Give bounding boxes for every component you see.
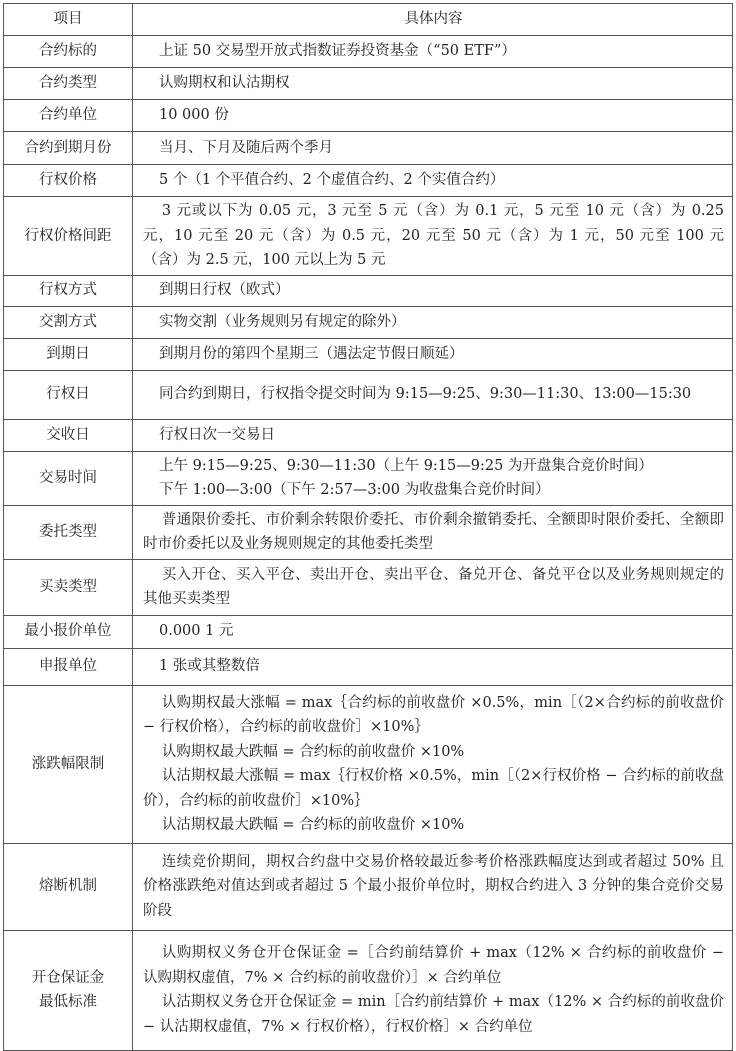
row-label-line: 涨跌幅限制 (31, 755, 105, 772)
row-label (4, 68, 133, 100)
row-content (133, 648, 733, 685)
header-item: 项目 (4, 4, 133, 36)
row-content (133, 419, 733, 451)
row-label-line: 合约类型 (39, 75, 97, 92)
row-content (133, 68, 733, 100)
row-content (133, 165, 733, 197)
table-row (4, 100, 733, 132)
row-label-line: 交收日 (46, 426, 90, 443)
content-line: 普通限价委托、市价剩余转限价委托、市价剩余撤销委托、全额即时限价委托、全额即时市价委托以及业务规则规定的其他委托类型 (143, 511, 724, 552)
content-line: 认购期权最大跌幅 = 合约标的前收盘价 ×10% (161, 743, 465, 760)
content-line: 实物交割（业务规则另有规定的除外） (159, 313, 406, 330)
content-line: 认购期权最大涨幅 = max｛合约标的前收盘价 ×0.5%，min［（2×合约标的前收盘价 − 行权价格），合约标的前收盘价］×10%｝ (143, 694, 724, 735)
row-content (133, 100, 733, 132)
table-row (4, 843, 733, 930)
row-label (4, 100, 133, 132)
row-content (133, 36, 733, 68)
row-content (133, 685, 733, 843)
row-label (4, 615, 133, 648)
table-row (4, 370, 733, 419)
row-label (4, 338, 133, 370)
table-row (4, 559, 733, 615)
content-line: 3 元或以下为 0.05 元，3 元至 5 元（含）为 0.1 元，5 元至 10 元（含）为 0.25 元，10 元至 20 元（含）为 0.5 元，20 元至 50 元（含）为 1 元，50 元至 100 元（含）为 2.5 元，100 元以上为 5 元 (143, 203, 724, 268)
row-label (4, 132, 133, 165)
row-content (133, 505, 733, 559)
table-row (4, 36, 733, 68)
row-label-line: 最小报价单位 (24, 623, 112, 640)
row-content (133, 197, 733, 276)
row-content (133, 306, 733, 338)
row-label (4, 451, 133, 505)
row-label-line: 行权日 (46, 386, 90, 403)
row-label (4, 197, 133, 276)
table-row (4, 165, 733, 197)
content-line: 认购期权和认沽期权 (159, 75, 290, 92)
content-line: 认沽期权最大跌幅 = 合约标的前收盘价 ×10% (161, 817, 465, 833)
row-label (4, 685, 133, 843)
table-header-row (4, 4, 733, 36)
content-line: 认沽期权最大涨幅 = max｛行权价格 ×0.5%，min［（2×行权价格 − 合约标的前收盘价），合约标的前收盘价］×10%｝ (143, 768, 724, 809)
table-row (4, 615, 733, 648)
content-line: 1 张或其整数倍 (159, 658, 260, 675)
content-line: 下午 1:00—3:00（下午 2:57—3:00 为收盘集合竞价时间） (159, 482, 550, 498)
content-line: 5 个（1 个平值合约、2 个虚值合约、2 个实值合约） (159, 172, 505, 189)
table-row (4, 648, 733, 685)
row-label-line: 最低标准 (39, 994, 97, 1010)
row-label-line: 熔断机制 (39, 878, 97, 895)
table-row (4, 132, 733, 165)
content-line: 10 000 份 (159, 107, 229, 124)
header-content: 具体内容 (133, 4, 733, 36)
content-line: 到期月份的第四个星期三（遇法定节假日顺延） (159, 345, 464, 362)
row-label-line: 行权价格 (39, 172, 97, 189)
table-row (4, 505, 733, 559)
row-label-line: 交割方式 (39, 313, 97, 330)
row-label (4, 306, 133, 338)
row-label (4, 505, 133, 559)
row-label (4, 930, 133, 1050)
row-label-line: 合约到期月份 (24, 139, 112, 156)
table-row (4, 306, 733, 338)
row-label (4, 559, 133, 615)
row-label-line: 行权价格间距 (24, 227, 112, 244)
table-row (4, 451, 733, 505)
row-content (133, 275, 733, 306)
row-content (133, 615, 733, 648)
row-content (133, 559, 733, 615)
content-line: 同合约到期日，行权指令提交时间为 9:15—9:25、9:30—11:30、13:00—15:30 (159, 386, 692, 403)
table-row (4, 685, 733, 843)
row-label-line: 委托类型 (39, 523, 97, 540)
row-label (4, 419, 133, 451)
row-label (4, 648, 133, 685)
content-line: 当月、下月及随后两个季月 (159, 139, 333, 156)
row-label-line: 合约单位 (39, 107, 97, 124)
row-label-line: 合约标的 (39, 43, 97, 60)
content-line: 0.000 1 元 (159, 623, 234, 640)
table-row (4, 930, 733, 1050)
row-label (4, 36, 133, 68)
row-label-line: 开仓保证金 (31, 969, 105, 986)
row-label-line: 交易时间 (39, 469, 97, 486)
table-row (4, 197, 733, 276)
table-row (4, 68, 733, 100)
row-content (133, 338, 733, 370)
content-line: 到期日行权（欧式） (159, 282, 290, 299)
row-label (4, 370, 133, 419)
row-label-line: 行权方式 (39, 282, 97, 299)
content-line: 认沽期权义务仓开仓保证金 = min［合约前结算价 + max（12% × 合约标的前收盘价 − 认沽期权虚值，7% × 行权价格），行权价格］× 合约单位 (143, 994, 724, 1035)
row-content (133, 370, 733, 419)
content-line: 上证 50 交易型开放式指数证券投资基金（“50 ETF”） (159, 43, 516, 60)
row-content (133, 132, 733, 165)
table-row (4, 275, 733, 306)
content-line: 上午 9:15—9:25、9:30—11:30（上午 9:15—9:25 为开盘集合竞价时间） (159, 457, 653, 474)
content-line: 连续竞价期间，期权合约盘中交易价格较最近参考价格涨跌幅度达到或者超过 50% 且价格涨跌绝对值达到或者超过 5 个最小报价单位时，期权合约进入 3 分钟的集合竞价交易阶段 (143, 853, 724, 919)
row-content (133, 843, 733, 930)
row-label (4, 843, 133, 930)
row-label-line: 到期日 (46, 345, 90, 362)
row-label-line: 申报单位 (39, 658, 97, 675)
content-line: 行权日次一交易日 (159, 426, 275, 443)
row-label (4, 165, 133, 197)
content-line: 认购期权义务仓开仓保证金 =［合约前结算价 + max（12% × 合约标的前收盘价 − 认购期权虚值，7% × 合约标的前收盘价）］× 合约单位 (143, 945, 724, 986)
row-label-line: 买卖类型 (39, 578, 97, 595)
table-row (4, 419, 733, 451)
table-row (4, 338, 733, 370)
row-label (4, 275, 133, 306)
content-line: 买入开仓、买入平仓、卖出开仓、卖出平仓、备兑开仓、备兑平仓以及业务规则规定的其他买卖类型 (143, 566, 724, 607)
options-contract-spec-table (3, 3, 733, 1051)
row-content (133, 930, 733, 1050)
row-content (133, 451, 733, 505)
